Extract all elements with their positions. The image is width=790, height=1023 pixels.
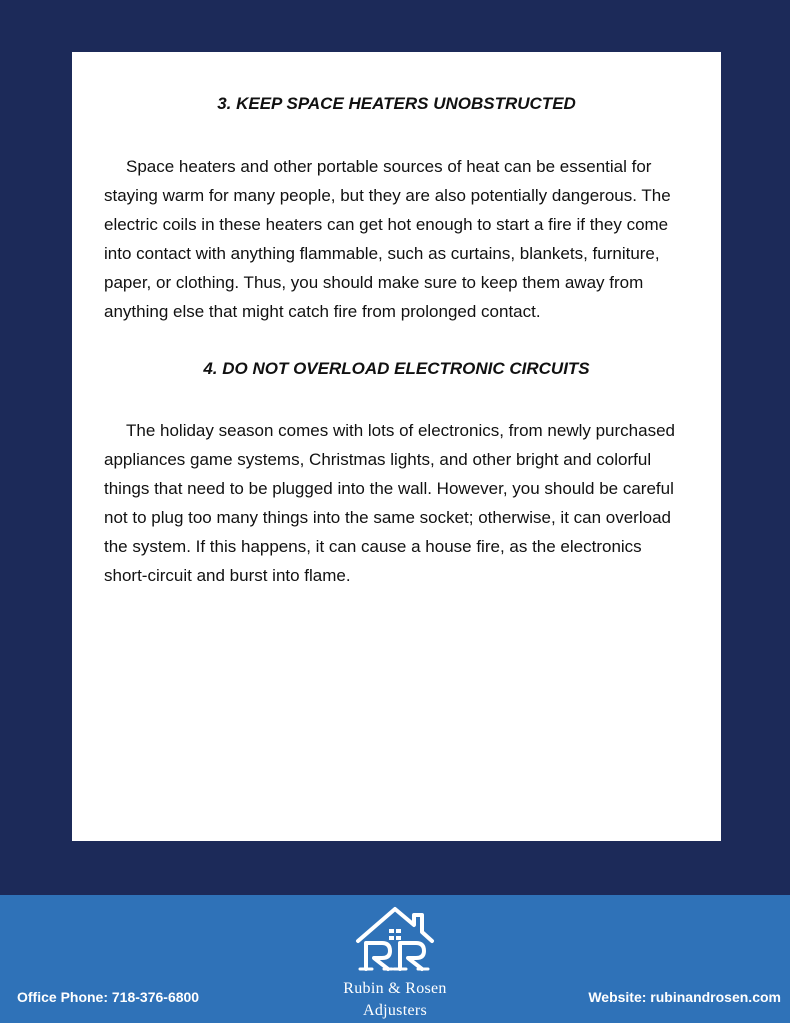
document-page — [72, 52, 721, 841]
section-heading-electronic-circuits: 4. DO NOT OVERLOAD ELECTRONIC CIRCUITS — [203, 359, 590, 378]
logo-line-1: Rubin & Rosen — [343, 980, 447, 997]
logo-line-2: Adjusters — [362, 1002, 428, 1019]
house-rr-logo-icon — [352, 903, 438, 975]
company-logo — [330, 903, 460, 1021]
website-link[interactable]: Website: rubinandrosen.com — [588, 989, 781, 1005]
footer-bar — [0, 895, 790, 1023]
section-body-space-heaters: Space heaters and other portable sources of heat can be essential for staying warm for many people, but they are also potentially dangerous. The electric coils in these heaters can get hot enough to start a fire if they come into contact with anything flammable, such as curtains, blankets, furniture, paper, or clothing. Thus, you should make sure to keep them away from anything else that might catch fire from prolonged contact. — [104, 157, 671, 321]
section-body-electronic-circuits: The holiday season comes with lots of electronics, from newly purchased appliances game systems, Christmas lights, and other bright and colorful things that need to be plugged into the wall. However, you should be careful not to plug too many things into the same socket; otherwise, it can overload the system. If this happens, it can cause a house fire, as the electronics short-circuit and burst into flame. — [104, 421, 675, 585]
section-heading-space-heaters: 3. KEEP SPACE HEATERS UNOBSTRUCTED — [217, 94, 576, 113]
logo-wordmark — [330, 978, 460, 1022]
office-phone: Office Phone: 718-376-6800 — [17, 989, 200, 1005]
